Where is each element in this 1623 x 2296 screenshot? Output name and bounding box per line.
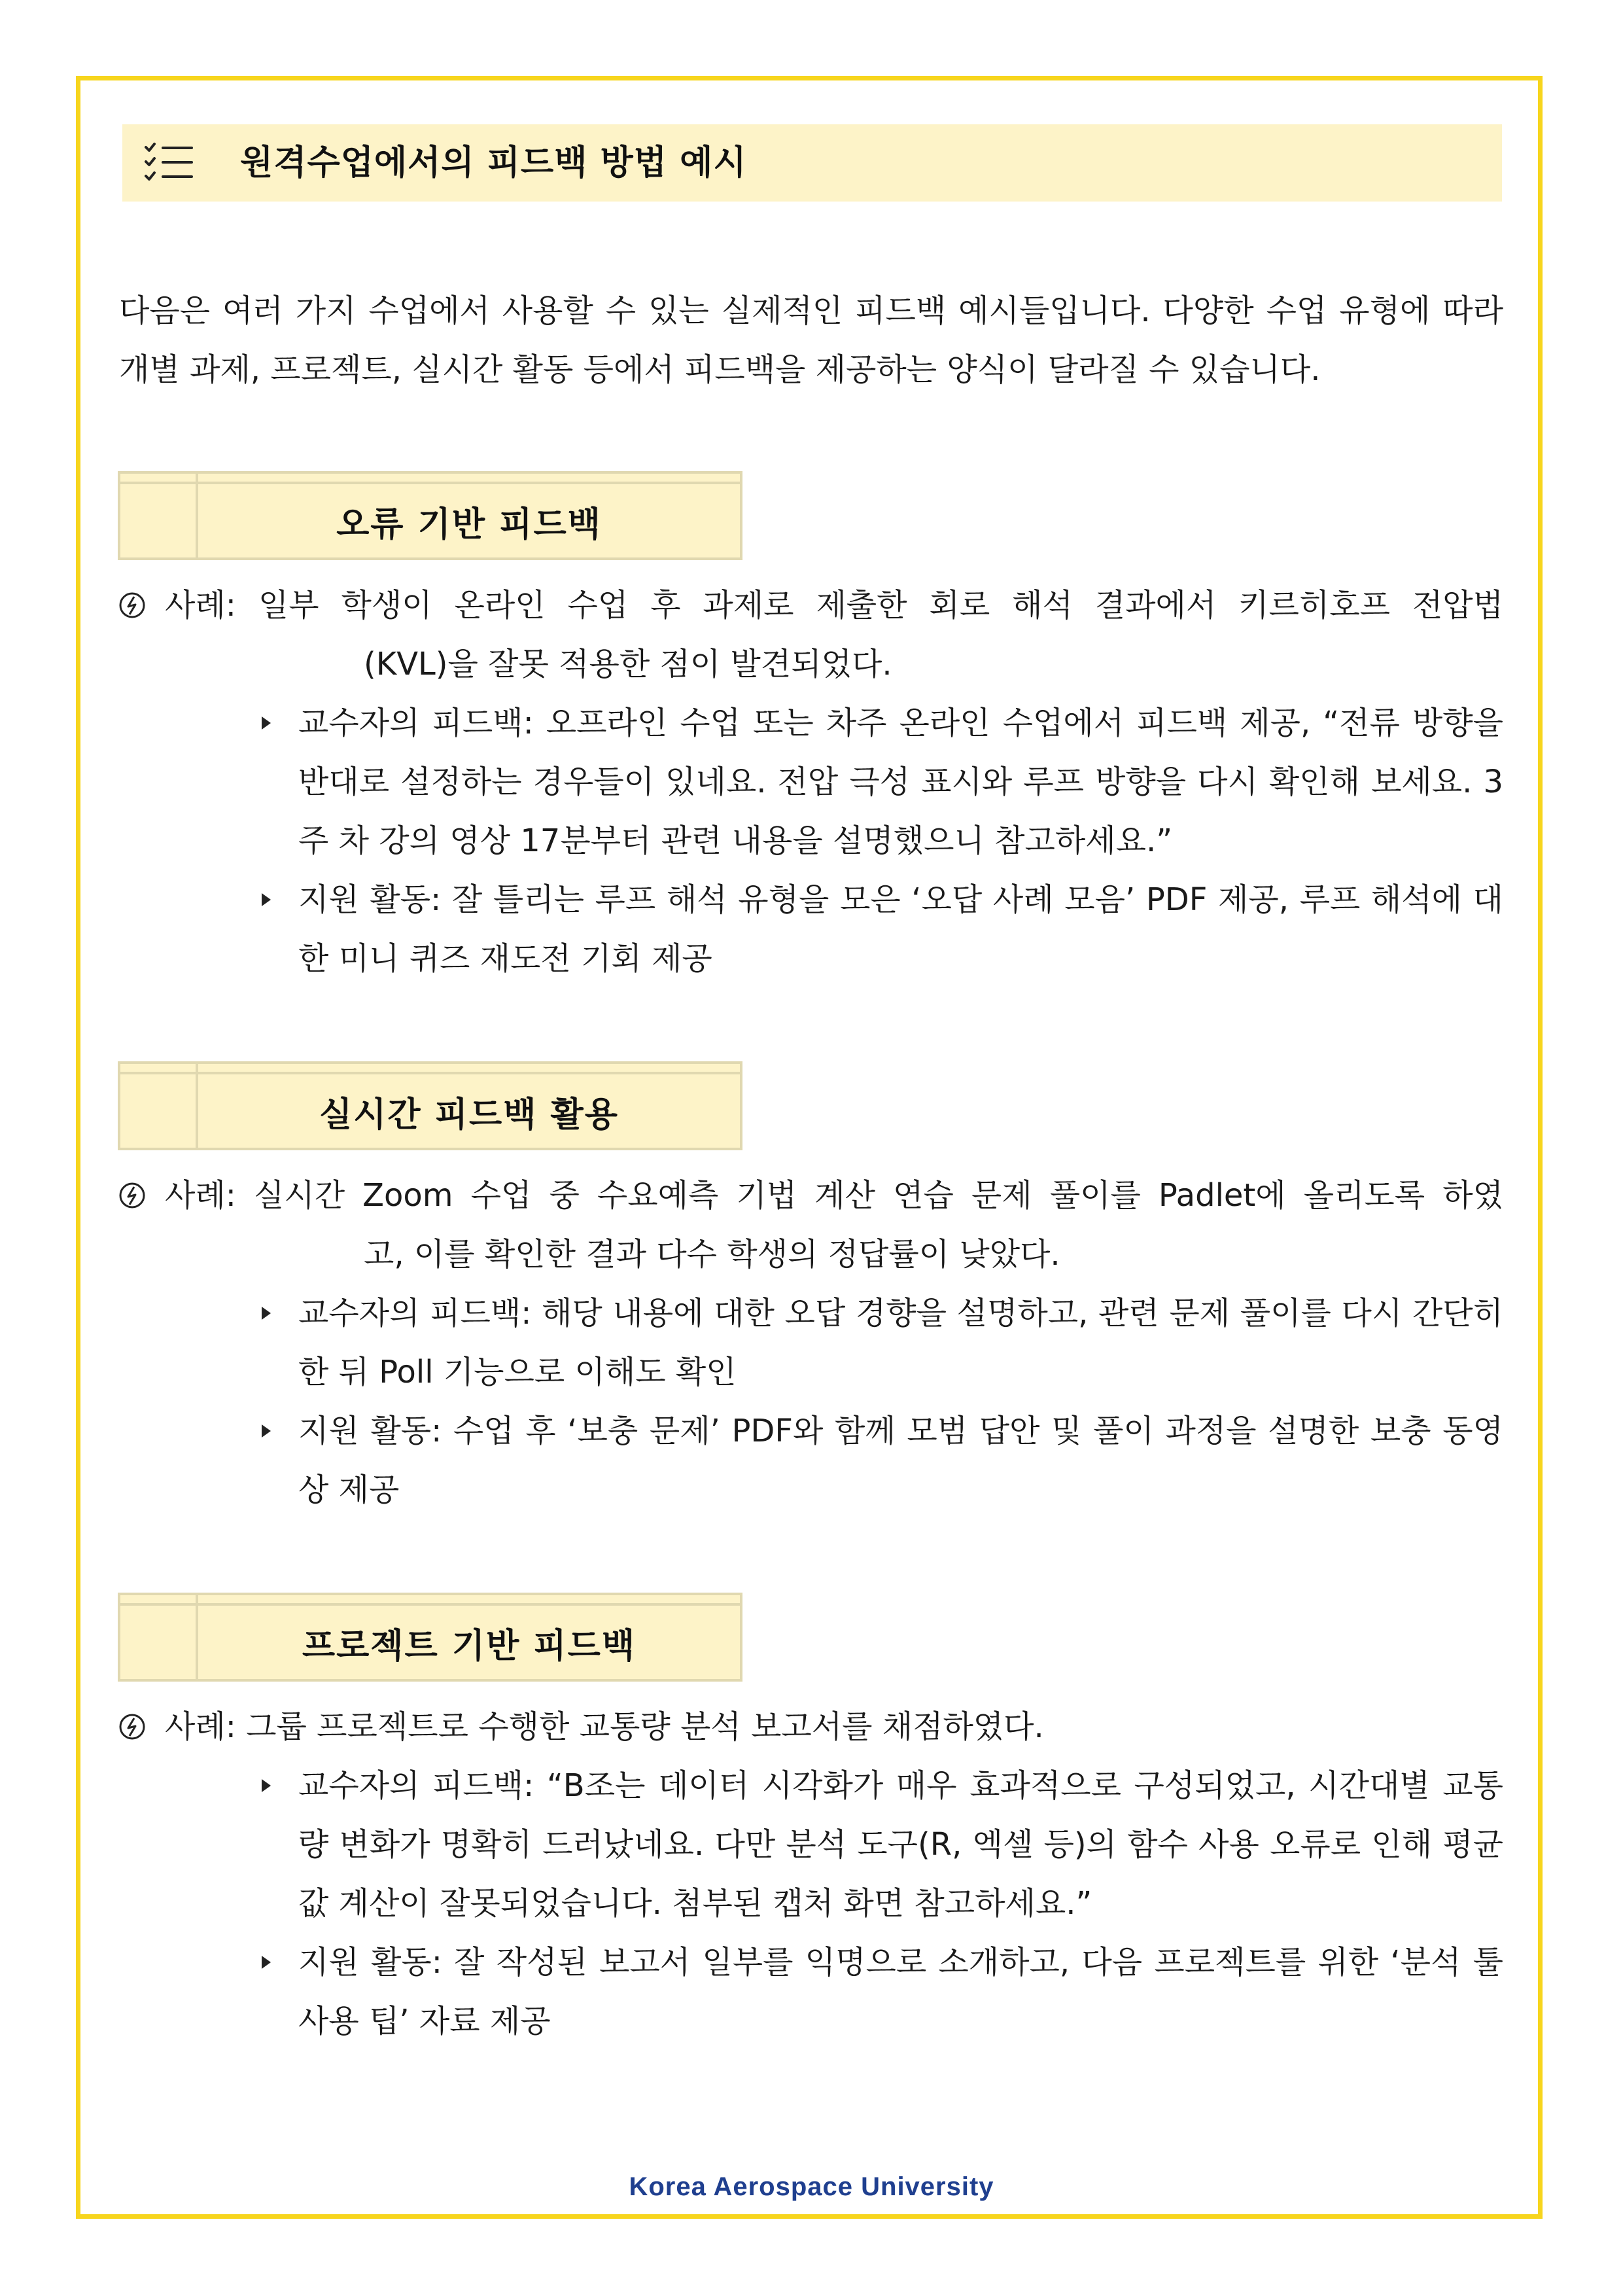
case-line-continued: 고, 이를 확인한 결과 다수 학생의 정답률이 낮았다. (364, 1236, 1060, 1273)
intro-paragraph: 다음은 여러 가지 수업에서 사용할 수 있는 실제적인 피드백 예시들입니다. 다양한 수업 유형에 따라 개별 과제, 프로젝트, 실시간 활동 등에서 피드백을 제공하는 양식이 달라질 수 있습니다. (119, 292, 1503, 388)
list-item-text: 지원 활동: 잘 작성된 보고서 일부를 익명으로 소개하고, 다음 프로젝트를 위한 ‘분석 툴 사용 팁’ 자료 제공 (298, 1944, 1503, 2040)
list-item-text: 지원 활동: 수업 후 ‘보충 문제’ PDF와 함께 모범 답안 및 풀이 과정을 설명한 보충 동영상 제공 (298, 1413, 1503, 1508)
case-description (118, 1166, 1503, 1284)
checklist-icon (143, 141, 194, 185)
section-title: 프로젝트 기반 피드백 (302, 1626, 637, 1666)
list-item (262, 1402, 1503, 1519)
page-title: 원격수업에서의 피드백 방법 예시 (240, 143, 747, 183)
triangle-bullet-icon (262, 716, 271, 730)
section-header-realtime (118, 1061, 742, 1150)
list-item (262, 870, 1503, 988)
bolt-circle-icon (118, 1181, 147, 1210)
triangle-bullet-icon (262, 1307, 271, 1320)
case-line: 사례: 일부 학생이 온라인 수업 후 과제로 제출한 회로 해석 결과에서 키르히호프 전압법 (165, 587, 1503, 624)
case-line-continued: (KVL)을 잘못 적용한 점이 발견되었다. (364, 646, 892, 682)
page-header (122, 124, 1502, 202)
section-title: 오류 기반 피드백 (336, 504, 602, 544)
list-item-text: 교수자의 피드백: “B조는 데이터 시각화가 매우 효과적으로 구성되었고, 시간대별 교통량 변화가 명확히 드러났네요. 다만 분석 도구(R, 엑셀 등)의 함수 사용 오류로 인해 평균값 계산이 잘못되었습니다. 첨부된 캡처 화면 참고하세요.” (298, 1767, 1503, 1922)
bolt-circle-icon (118, 1712, 147, 1741)
case-line: 사례: 그룹 프로젝트로 수행한 교통량 분석 보고서를 채점하였다. (165, 1708, 1044, 1745)
list-item (262, 1756, 1503, 1933)
triangle-bullet-icon (262, 1956, 271, 1969)
list-item-text: 교수자의 피드백: 해당 내용에 대한 오답 경향을 설명하고, 관련 문제 풀이를 다시 간단히 한 뒤 Poll 기능으로 이해도 확인 (298, 1295, 1503, 1390)
triangle-bullet-icon (262, 1779, 271, 1792)
triangle-bullet-icon (262, 1424, 271, 1438)
list-item-text: 지원 활동: 잘 틀리는 루프 해석 유형을 모은 ‘오답 사례 모음’ PDF 제공, 루프 해석에 대한 미니 퀴즈 재도전 기회 제공 (298, 881, 1503, 977)
list-item (262, 1933, 1503, 2051)
case-line: 사례: 실시간 Zoom 수업 중 수요예측 기법 계산 연습 문제 풀이를 Padlet에 올리도록 하였 (165, 1177, 1503, 1214)
section-header-error-based (118, 471, 742, 560)
case-description (118, 1697, 1503, 1756)
footer-university-name: Korea Aerospace University (629, 2172, 994, 2201)
bolt-circle-icon (118, 591, 147, 620)
section-header-project-based (118, 1593, 742, 1682)
list-item (262, 694, 1503, 870)
section-title: 실시간 피드백 활용 (319, 1095, 620, 1135)
list-item-text: 교수자의 피드백: 오프라인 수업 또는 차주 온라인 수업에서 피드백 제공, “전류 방향을 반대로 설정하는 경우들이 있네요. 전압 극성 표시와 루프 방향을 다시 확인해 보세요. 3주 차 강의 영상 17분부터 관련 내용을 설명했으니 참고하세요.” (298, 705, 1503, 859)
case-description (118, 576, 1503, 694)
triangle-bullet-icon (262, 893, 271, 906)
list-item (262, 1284, 1503, 1402)
